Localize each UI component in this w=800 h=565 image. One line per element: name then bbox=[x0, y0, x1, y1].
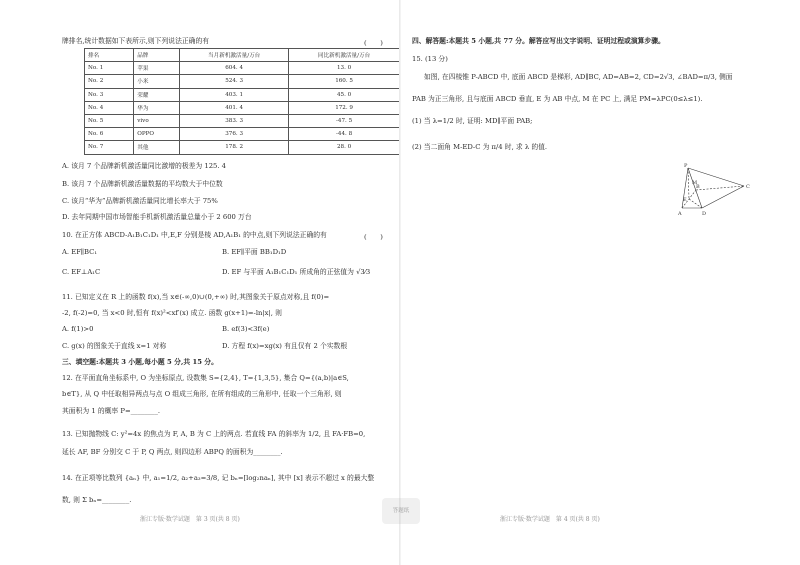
table-header-row bbox=[85, 49, 400, 62]
label-a: A bbox=[678, 211, 682, 217]
label-e: E bbox=[683, 197, 687, 203]
table-row bbox=[85, 141, 400, 154]
table-header: 品牌 bbox=[134, 49, 180, 62]
label-d: D bbox=[702, 211, 707, 217]
table-cell: No. 1 bbox=[85, 62, 134, 75]
table-cell: No. 5 bbox=[85, 114, 134, 127]
q15-part1: (1) 当 λ=1/2 时, 证明: MD∥平面 PAB; bbox=[412, 117, 533, 125]
q15-heading: 15. (13 分) bbox=[412, 55, 448, 63]
q11-stem-line1: 11. 已知定义在 R 上的函数 f(x),当 x∈(-∞,0)∪(0,+∞) 时,其图象关于原点对称,且 f(0)= bbox=[62, 293, 330, 301]
table-cell: 604. 4 bbox=[180, 62, 289, 75]
table-cell: 28. 0 bbox=[289, 141, 400, 154]
table-cell: 172. 9 bbox=[289, 101, 400, 114]
table-row bbox=[85, 88, 400, 101]
table-header: 排名 bbox=[85, 49, 134, 62]
q11-option-d: D. 方程 f(x)=xg(x) 有且仅有 2 个实数根 bbox=[222, 342, 348, 350]
table-cell: 178. 2 bbox=[180, 141, 289, 154]
table-row bbox=[85, 128, 400, 141]
center-stamp: 答题纸 bbox=[382, 498, 420, 524]
table-cell: 383. 3 bbox=[180, 114, 289, 127]
table-cell: 376. 3 bbox=[180, 128, 289, 141]
q9-option-d: D. 去年同期中国市场智能手机新机激活量总量小于 2 600 万台 bbox=[62, 213, 252, 221]
sales-table bbox=[84, 48, 400, 155]
label-p: P bbox=[684, 163, 688, 169]
q12-line3: 其面积为 1 的概率 P=________. bbox=[62, 407, 161, 415]
edge-bc bbox=[696, 186, 744, 190]
q11-option-b: B. ef(3)<3f(e) bbox=[222, 325, 270, 333]
pyramid-figure bbox=[674, 160, 756, 220]
edge-ed bbox=[689, 199, 702, 208]
q9-intro: 牌排名,统计数据如下表所示,则下列说法正确的有 bbox=[62, 37, 210, 45]
table-cell: 荣耀 bbox=[134, 88, 180, 101]
edge-dc bbox=[702, 186, 744, 208]
table-cell: 401. 4 bbox=[180, 101, 289, 114]
section-3-heading: 三、填空题:本题共 3 小题,每小题 5 分,共 15 分。 bbox=[62, 358, 218, 366]
edge-pd bbox=[688, 168, 702, 208]
table-cell: -44. 8 bbox=[289, 128, 400, 141]
q15-stem-line2: PAB 为正三角形, 且与底面 ABCD 垂直, E 为 AB 中点, M 在 PC 上, 满足 PM=λPC(0≤λ≤1). bbox=[412, 95, 703, 103]
right-page bbox=[400, 0, 800, 565]
q15-part2: (2) 当二面角 M-ED-C 为 π/4 时, 求 λ 的值. bbox=[412, 143, 548, 151]
q9-option-c: C. 该月“华为”品牌新机激活量同比增长率大于 75% bbox=[62, 197, 218, 205]
edge-pe bbox=[688, 168, 689, 199]
section-4-heading: 四、解答题:本题共 5 小题,共 77 分。解答应写出文字说明、证明过程或演算步骤。 bbox=[412, 37, 665, 45]
q9-option-b: B. 该月 7 个品牌新机激活量数据的平均数大于中位数 bbox=[62, 180, 223, 188]
q12-line2: b∈T}, 从 Q 中任取相异两点与点 O 组成三角形, 在所有组成的三角形中, 任取一个三角形, 则 bbox=[62, 390, 342, 398]
label-c: C bbox=[746, 184, 750, 190]
table-cell: No. 3 bbox=[85, 88, 134, 101]
q10-option-a: A. EF∥BC₁ bbox=[62, 248, 98, 256]
q11-option-c: C. g(x) 的图象关于直线 x=1 对称 bbox=[62, 342, 167, 350]
q10-stem: 10. 在正方体 ABCD-A₁B₁C₁D₁ 中,E,F 分别是棱 AD,A₁B₁ 的中点,则下列说法正确的有 bbox=[62, 231, 327, 239]
label-m: M bbox=[692, 180, 698, 186]
q10-answer-paren: ( ) bbox=[364, 233, 383, 241]
q13-line2: 延长 AF, BF 分别交 C 于 P, Q 两点, 则四边形 ABPQ 的面积为________. bbox=[62, 448, 283, 456]
left-page-footer: 浙江专版·数学试题 第 3 页(共 8 页) bbox=[140, 516, 240, 523]
q14-line1: 14. 在正项等比数列 {aₙ} 中, a₁=1/2, a₂+a₃=3/8, 记 bₙ=[log₂naₙ], 其中 [x] 表示不超过 x 的最大整 bbox=[62, 474, 375, 482]
table-cell: No. 4 bbox=[85, 101, 134, 114]
table-cell: 13. 0 bbox=[289, 62, 400, 75]
q9-answer-paren: ( ) bbox=[364, 39, 383, 47]
table-cell: 403. 1 bbox=[180, 88, 289, 101]
table-cell: OPPO bbox=[134, 128, 180, 141]
table-cell: vivo bbox=[134, 114, 180, 127]
table-header: 同比新机激活量/万台 bbox=[289, 49, 400, 62]
table-cell: No. 7 bbox=[85, 141, 134, 154]
table-cell: No. 2 bbox=[85, 75, 134, 88]
q10-option-b: B. EF∥平面 BB₁D₁D bbox=[222, 248, 287, 256]
table-row bbox=[85, 75, 400, 88]
q11-stem-line2: -2, f(-2)=0, 当 x<0 时,恒有 f(x)²<xf′(x) 成立. 函数 g(x+1)=-ln|x|, 则 bbox=[62, 309, 282, 317]
table-cell: 524. 3 bbox=[180, 75, 289, 88]
q9-option-a: A. 该月 7 个品牌新机激活量同比激增的极差为 125. 4 bbox=[62, 162, 226, 170]
table-cell: 其他 bbox=[134, 141, 180, 154]
q14-line2: 数, 则 Σ bₙ=________. bbox=[62, 496, 132, 504]
table-cell: -47. 5 bbox=[289, 114, 400, 127]
q11-option-a: A. f(1)>0 bbox=[62, 325, 94, 333]
q13-line1: 13. 已知抛物线 C: y²=4x 的焦点为 F, A, B 为 C 上的两点. 若直线 FA 的斜率为 1/2, 且 FA·FB=0, bbox=[62, 430, 366, 438]
table-cell: 160. 5 bbox=[289, 75, 400, 88]
table-row bbox=[85, 101, 400, 114]
table-cell: 45. 0 bbox=[289, 88, 400, 101]
table-cell: No. 6 bbox=[85, 128, 134, 141]
q10-option-c: C. EF⊥A₁C bbox=[62, 268, 101, 276]
table-row bbox=[85, 114, 400, 127]
q10-option-d: D. EF 与平面 A₁B₁C₁D₁ 所成角的正弦值为 √3⁄3 bbox=[222, 268, 371, 276]
table-cell: 华为 bbox=[134, 101, 180, 114]
right-page-footer: 浙江专版·数学试题 第 4 页(共 8 页) bbox=[500, 516, 600, 523]
table-cell: 苹果 bbox=[134, 62, 180, 75]
table-header: 当月新机激活量/万台 bbox=[180, 49, 289, 62]
q12-line1: 12. 在平面直角坐标系中, O 为坐标原点, 设数集 S={2,4}, T={1,3,5}, 集合 Q={(a,b)|a∈S, bbox=[62, 374, 349, 382]
table-row bbox=[85, 62, 400, 75]
label-b: B bbox=[696, 184, 700, 190]
table-cell: 小米 bbox=[134, 75, 180, 88]
q15-stem-line1: 如图, 在四棱锥 P-ABCD 中, 底面 ABCD 是梯形, AD∥BC, AD=AB=2, CD=2√3, ∠BAD=π/3, 侧面 bbox=[424, 73, 733, 81]
